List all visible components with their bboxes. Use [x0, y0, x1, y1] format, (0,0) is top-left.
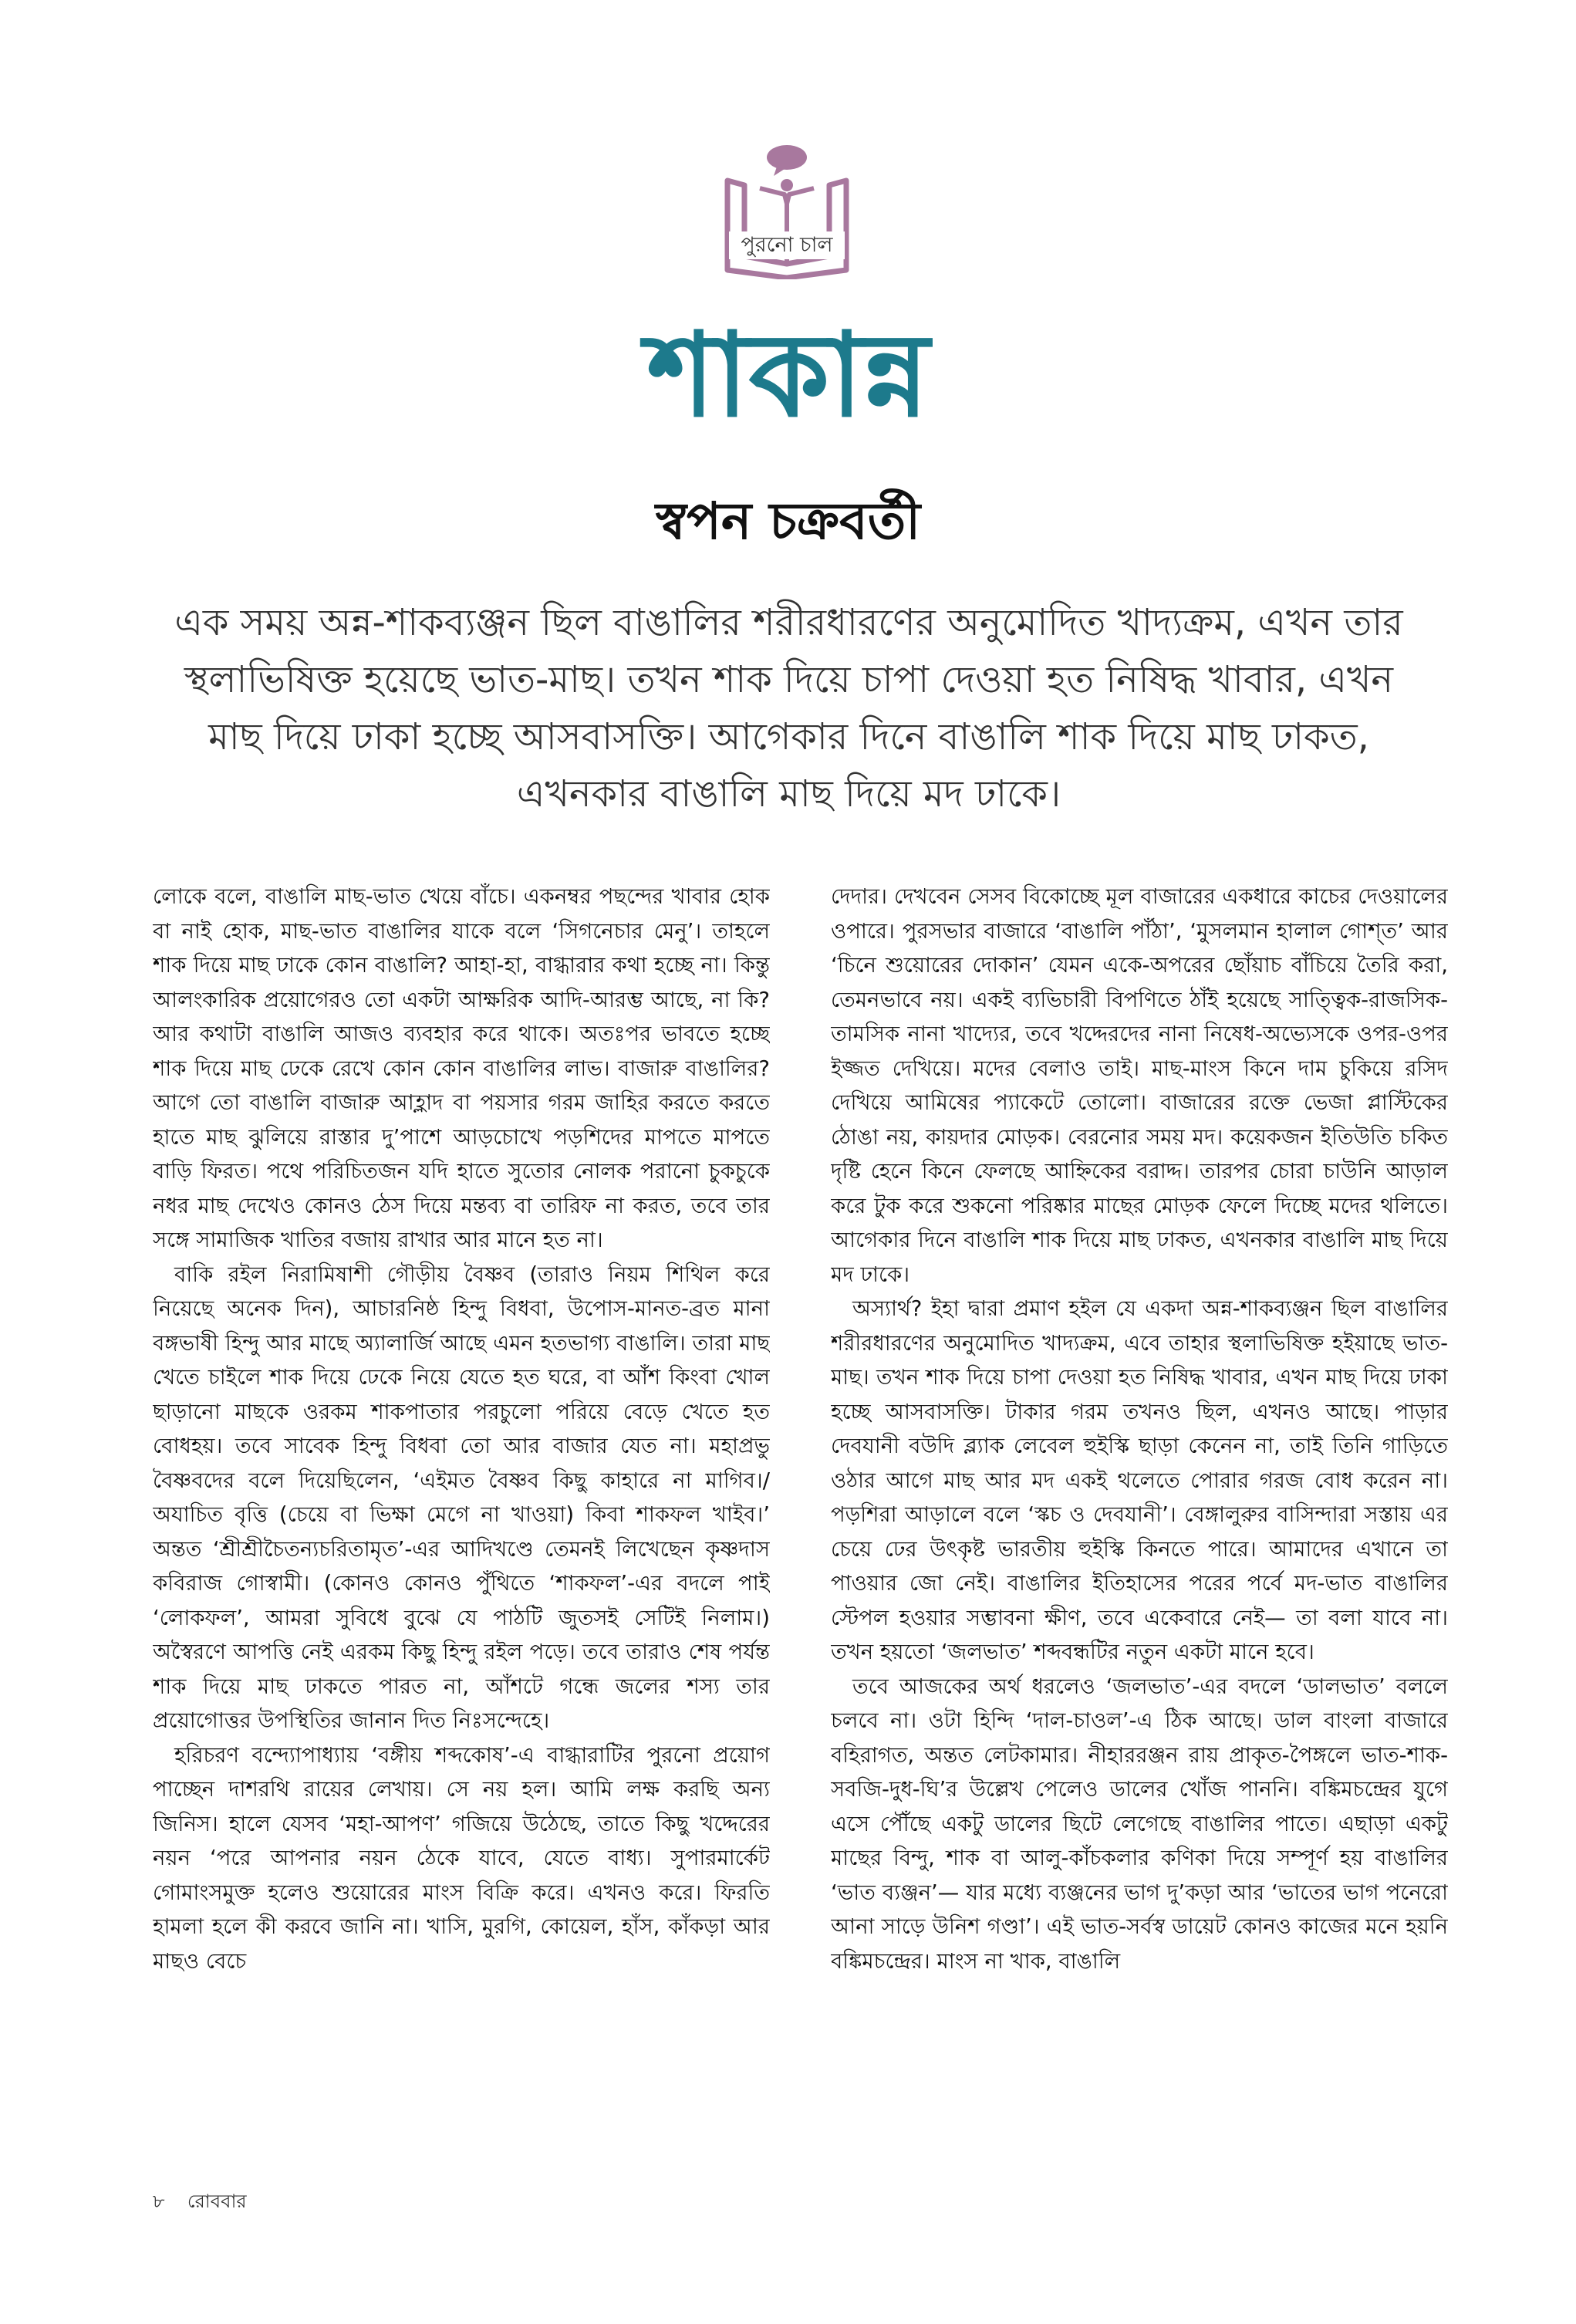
paragraph: হরিচরণ বন্দ্যোপাধ্যায় ‘বঙ্গীয় শব্দকোষ’-এ বাগ্ধারাটির পুরনো প্রয়োগ পাচ্ছেন দাশরথি রায়ের লেখায়। সে নয় হল। আমি লক্ষ করছি অন্য জিনিস। হালে যেসব ‘মহা-আপণ’ গজিয়ে উঠেছে, তাতে কিছু খদ্দেরের নয়ন ‘পরে আপনার নয়ন ঠেকে যাবে, যেতে বাধ্য। সুপারমার্কেট গোমাংসমুক্ত হলেও শুয়োরের মাংস বিক্রি করে। এখনও করে। ফিরতি হামলা হলে কী করবে জানি না। খাসি, মুরগি, কোয়েল, হাঁস, কাঁকড়া আর মাছও বেচে — [153, 1742, 770, 1974]
article-column-right — [831, 880, 1448, 2160]
page-footer — [153, 2187, 247, 2218]
article-standfirst: এক সময় অন্ন-শাকব্যঞ্জন ছিল বাঙালির শরীরধারণের অনুমোদিত খাদ্যক্রম, এখন তার স্থলাভিষিক্ত হয়েছে ভাত-মাছ। তখন শাক দিয়ে চাপা দেওয়া হত নিষিদ্ধ খাবার, এখন মাছ দিয়ে ঢাকা হচ্ছে আসবাসক্তি। আগেকার দিনে বাঙালি শাক দিয়ে মাছ ঢাকত, এখনকার বাঙালি মাছ দিয়ে মদ ঢাকে। — [174, 601, 1403, 816]
article-title: শাকান্ন — [646, 309, 930, 443]
paragraph: লোকে বলে, বাঙালি মাছ-ভাত খেয়ে বাঁচে। একনম্বর পছন্দের খাবার হোক বা নাই হোক, মাছ-ভাত বাঙালির যাকে বলে ‘সিগনেচার মেনু’। তাহলে শাক দিয়ে মাছ ঢাকে কোন বাঙালি? আহা-হা, বাগ্ধারার কথা হচ্ছে না। কিন্তু আলংকারিক প্রয়োগেরও তো একটা আক্ষরিক আদি-আরম্ভ আছে, না কি? আর কথাটা বাঙালি আজও ব্যবহার করে থাকে। অতঃপর ভাবতে হচ্ছে শাক দিয়ে মাছ ঢেকে রেখে কোন কোন বাঙালির লাভ। বাজারু বাঙালির? আগে তো বাঙালি বাজারু আহ্লাদ বা পয়সার গরম জাহির করতে করতে হাতে মাছ ঝুলিয়ে রাস্তার দু’পাশে আড়চোখে পড়শিদের মাপতে মাপতে বাড়ি ফিরত। পথে পরিচিতজন যদি হাতে সুতোর নোলক পরানো চুকচুকে নধর মাছ দেখেও কোনও ঠেস দিয়ে মন্তব্য বা তারিফ না করত, তবে তার সঙ্গে সামাজিক খাতির বজায় রাখার আর মানে হত না। — [153, 884, 770, 1252]
paragraph: অস্যার্থ? ইহা দ্বারা প্রমাণ হইল যে একদা অন্ন-শাকব্যঞ্জন ছিল বাঙালির শরীরধারণের অনুমোদিত খাদ্যক্রম, এবে তাহার স্থলাভিষিক্ত হইয়াছে ভাত-মাছ। তখন শাক দিয়ে চাপা দেওয়া হত নিষিদ্ধ খাবার, এখন মাছ দিয়ে ঢাকা হচ্ছে আসবাসক্তি। টাকার গরম তখনও ছিল, এখনও আছে। পাড়ার দেবযানী বউদি ব্ল্যাক লেবেল হুইস্কি ছাড়া কেনেন না, তাই তিনি গাড়িতে ওঠার আগে মাছ আর মদ একই থলেতে পোরার গরজ বোধ করেন না। পড়শিরা আড়ালে বলে ‘স্কচ ও দেবযানী’। বেঙ্গালুরুর বাসিন্দারা সস্তায় এর চেয়ে ঢের উৎকৃষ্ট ভারতীয় হুইস্কি কিনতে পারে। আমাদের এখানে তা পাওয়ার জো নেই। বাঙালির ইতিহাসের পরের পর্বে মদ-ভাত বাঙালির স্টেপল হওয়ার সম্ভাবনা ক্ষীণ, তবে একেবারে নেই— তা বলা যাবে না। তখন হয়তো ‘জলভাত’ শব্দবন্ধটির নতুন একটা মানে হবে। — [831, 1296, 1448, 1664]
publication-name: রোববার — [187, 2191, 247, 2212]
article-author: স্বপন চক্রবর্তী — [655, 491, 921, 551]
article-column-left — [153, 880, 770, 2160]
section-logo-text: পুরনো চাল — [729, 231, 845, 259]
section-logo — [714, 140, 860, 279]
paragraph: তবে আজকের অর্থ ধরলেও ‘জলভাত’-এর বদলে ‘ডালভাত’ বললে চলবে না। ওটা হিন্দি ‘দাল-চাওল’-এ ঠিক আছে। ডাল বাংলা বাজারে বহিরাগত, অন্তত লেটকামার। নীহাররঞ্জন রায় প্রাকৃত-পৈঙ্গলে ভাত-শাক-সবজি-দুধ-ঘি’র উল্লেখ পেলেও ডালের খোঁজ পাননি। বঙ্কিমচন্দ্রের যুগে এসে পৌঁছে একটু ডালের ছিটে লেগেছে বাঙালির পাতে। এছাড়া একটু মাছের বিন্দু, শাক বা আলু-কাঁচকলার কণিকা দিয়ে সম্পূর্ণ হয় বাঙালির ‘ভাত ব্যঞ্জন’— যার মধ্যে ব্যঞ্জনের ভাগ দু’কড়া আর ‘ভাতের ভাগ পনেরো আনা সাড়ে উনিশ গণ্ডা’। এই ভাত-সর্বস্ব ডায়েট কোনও কাজের মনে হয়নি বঙ্কিমচন্দ্রের। মাংস না খাক, বাঙালি — [831, 1674, 1448, 1974]
paragraph: দেদার। দেখবেন সেসব বিকোচ্ছে মূল বাজারের একধারে কাচের দেওয়ালের ওপারে। পুরসভার বাজারে ‘বাঙালি পাঁঠা’, ‘মুসলমান হালাল গোশ্‌ত’ আর ‘চিনে শুয়োরের দোকান’ যেমন একে-অপরের ছোঁয়াচ বাঁচিয়ে তৈরি করা, তেমনভাবে নয়। একই ব্যভিচারী বিপণিতে ঠাঁই হয়েছে সাত্ত্বিক-রাজসিক-তামসিক নানা খাদ্যের, তবে খদ্দেরদের নানা নিষেধ-অভ্যেসকে ওপর-ওপর ইজ্জত দেখিয়ে। মদের বেলাও তাই। মাছ-মাংস কিনে দাম চুকিয়ে রসিদ দেখিয়ে আমিষের প্যাকেটে তোলো। বাজারের রক্তে ভেজা প্লাস্টিকের ঠোঙা নয়, কায়দার মোড়ক। বেরনোর সময় মদ। কয়েকজন ইতিউতি চকিত দৃষ্টি হেনে কিনে ফেলছে আহ্নিকের বরাদ্দ। তারপর চোরা চাউনি আড়াল করে টুক করে শুকনো পরিষ্কার মাছের মোড়ক ফেলে দিচ্ছে মদের থলিতে। আগেকার দিনে বাঙালি শাক দিয়ে মাছ ঢাকত, এখনকার বাঙালি মাছ দিয়ে মদ ঢাকে। — [831, 884, 1448, 1287]
paragraph: বাকি রইল নিরামিষাশী গৌড়ীয় বৈষ্ণব (তারাও নিয়ম শিথিল করে নিয়েছে অনেক দিন), আচারনিষ্ঠ হিন্দু বিধবা, উপোস-মানত-ব্রত মানা বঙ্গভাষী হিন্দু আর মাছে অ্যালার্জি আছে এমন হতভাগ্য বাঙালি। তারা মাছ খেতে চাইলে শাক দিয়ে ঢেকে নিয়ে যেতে হত ঘরে, বা আঁশ কিংবা খোল ছাড়ানো মাছকে ওরকম শাকপাতার পরচুলো পরিয়ে বেড়ে খেতে হত বোধহয়। তবে সাবেক হিন্দু বিধবা তো আর বাজার যেত না। মহাপ্রভু বৈষ্ণবদের বলে দিয়েছিলেন, ‘এইমত বৈষ্ণব কিছু কাহারে না মাগিব।/ অযাচিত বৃত্তি (চেয়ে বা ভিক্ষা মেগে না খাওয়া) কিবা শাকফল খাইব।’ অন্তত ‘শ্রীশ্রীচৈতন্যচরিতামৃত’-এর আদিখণ্ডে তেমনই লিখেছেন কৃষ্ণদাস কবিরাজ গোস্বামী। (কোনও কোনও পুঁথিতে ‘শাকফল’-এর বদলে পাই ‘লোকফল’, আমরা সুবিধে বুঝে যে পাঠটি জুতসই সেটিই নিলাম।) অস্বৈরণে আপত্তি নেই এরকম কিছু হিন্দু রইল পড়ে। তবে তারাও শেষ পর্যন্ত শাক দিয়ে মাছ ঢাকতে পারত না, আঁশটে গন্ধে জলের শস্য তার প্রয়োগোত্তর উপস্থিতির জানান দিত নিঃসন্দেহে। — [153, 1262, 770, 1733]
page-number: ৮ — [153, 2191, 165, 2212]
